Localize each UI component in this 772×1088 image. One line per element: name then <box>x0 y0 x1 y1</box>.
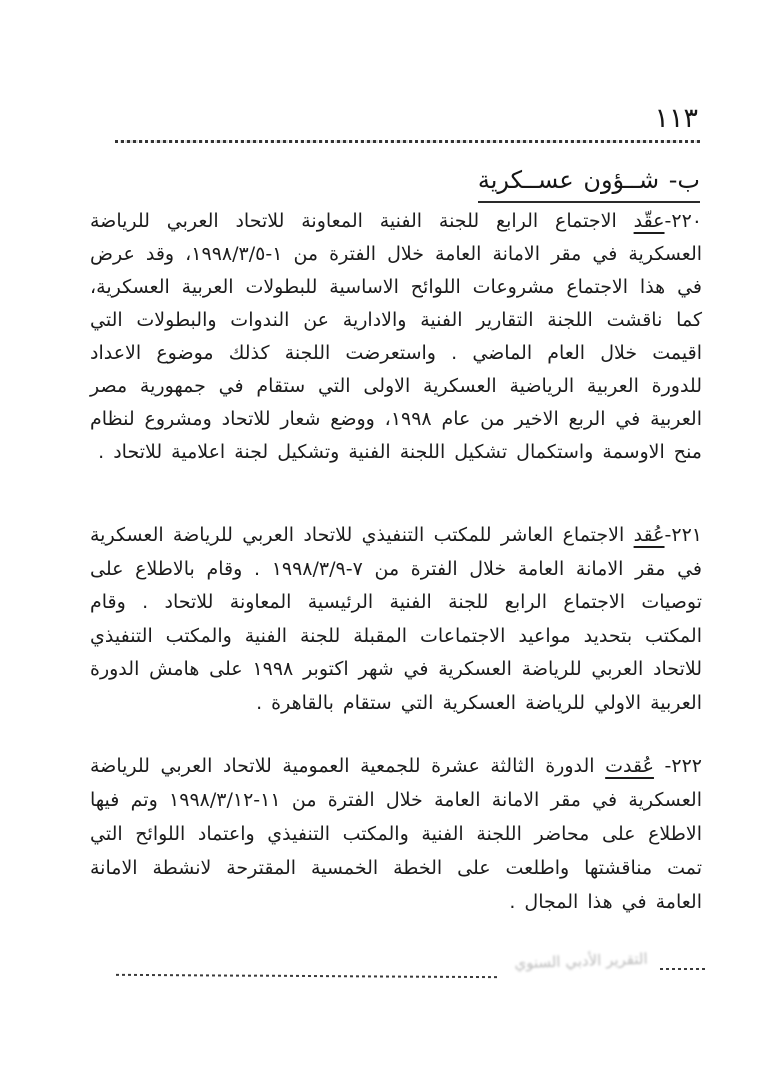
faded-footer-stamp-text: التقرير الأدبي السنوي <box>514 949 648 973</box>
item-text: الدورة الثالثة عشرة للجمعية العمومية للاتحاد العربي للرياضة العسكرية في مقر الامانة العامة خلال الفترة من ١١-١٩٩٨/٣/١٢ وتم فيها الاطلاع على محاضر اللجنة الفنية والمكتب التنفيذي واعتماد اللوائح التي تمت مناقشتها واطلعت على الخطة الخمسية المقترحة لانشطة الامانة العامة في هذا المجال . <box>90 755 702 913</box>
footer-dotted-rule-short <box>659 968 705 970</box>
item-text: الاجتماع الرابع للجنة الفنية المعاونة للاتحاد العربي للرياضة العسكرية في مقر الامانة العامة خلال الفترة من ١-١٩٩٨/٣/٥، وقد عرض في هذا الاجتماع مشروعات اللوائح الاساسية للبطولات العربية العسكرية، كما ناقشت اللجنة التقارير الفنية والادارية عن الندوات والبطولات التي اقيمت خلال العام الماضي . واستعرضت اللجنة كذلك موضوع الاعداد للدورة العربية الرياضية العسكرية الاولى التي ستقام في جمهورية مصر العربية في الربع الاخير من عام ١٩٩٨، ووضع شعار للاتحاد ومشروع لنظام منح الاوسمة واستكمال تشكيل اللجنة الفنية وتشكيل لجنة اعلامية للاتحاد . <box>90 210 703 463</box>
item-number: ٢٢٢- <box>653 755 702 777</box>
report-item-220 <box>90 205 702 469</box>
underlined-verb: عُقد <box>633 524 665 546</box>
item-number: ٢٢١- <box>664 524 702 546</box>
header-dotted-rule <box>115 140 700 143</box>
underlined-verb: عُقدت <box>605 755 654 777</box>
item-text: الاجتماع العاشر للمكتب التنفيذي للاتحاد العربي للرياضة العسكرية في مقر الامانة العامة خلال الفترة من ٧-١٩٩٨/٣/٩ . وقام بالاطلاع على توصيات الاجتماع الرابع للجنة الفنية الرئيسية المعاونة للاتحاد . وقام المكتب بتحديد مواعيد الاجتماعات المقبلة للجنة الفنية والمكتب التنفيذي للاتحاد العربي للرياضة العسكرية في شهر اكتوبر ١٩٩٨ على هامش الدورة العربية الاولي للرياضة العسكرية التي ستقام بالقاهرة . <box>90 524 702 714</box>
item-number: ٢٢٠- <box>664 210 702 232</box>
page-number: ١١٣ <box>654 103 698 134</box>
section-heading: ب- شــؤون عســكرية <box>478 166 700 203</box>
footer-dotted-rule <box>114 974 497 978</box>
underlined-verb: عقّد <box>633 210 665 232</box>
report-item-222 <box>90 749 702 919</box>
report-item-221 <box>90 519 702 720</box>
